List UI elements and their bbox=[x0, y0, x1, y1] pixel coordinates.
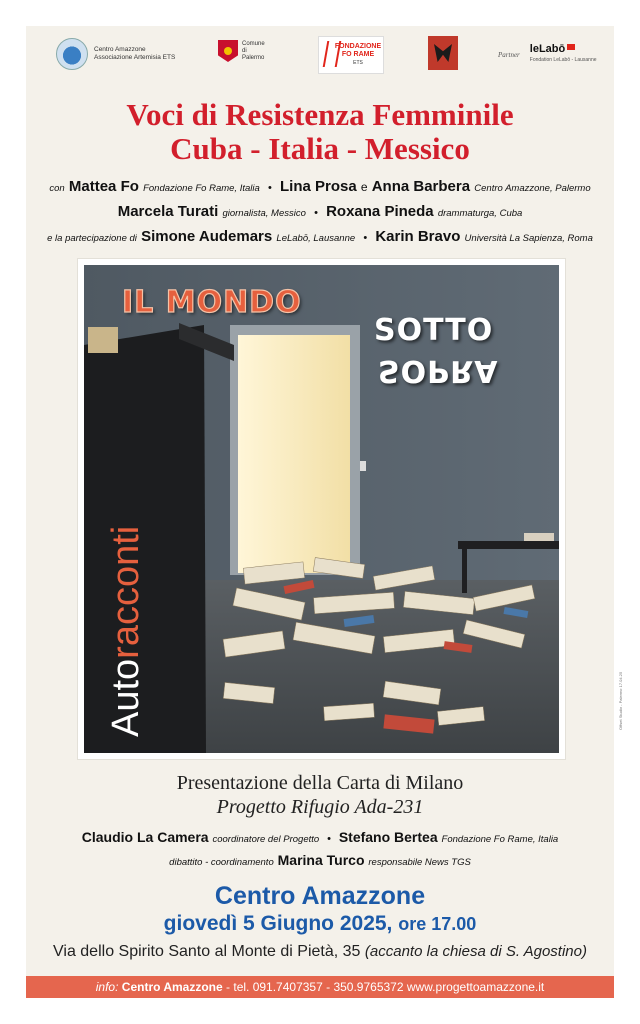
butterfly-icon bbox=[428, 36, 458, 70]
partner-label: Partner bbox=[498, 51, 520, 59]
amazzone-emblem-icon bbox=[56, 38, 88, 70]
info-contacts: - tel. 091.7407357 - 350.9765372 www.progettoamazzone.it bbox=[226, 980, 545, 994]
amazzone-name: Centro Amazzone bbox=[94, 46, 146, 53]
auto-word: Auto bbox=[105, 658, 147, 737]
credits-block bbox=[26, 175, 614, 250]
speaker-role: Università La Sapienza, Roma bbox=[464, 233, 593, 244]
logo-row bbox=[26, 34, 614, 80]
speaker-name: Roxana Pineda bbox=[326, 203, 434, 220]
amazzone-logo bbox=[56, 38, 175, 70]
forame-logo bbox=[318, 36, 384, 74]
racconti-word: racconti bbox=[105, 525, 147, 659]
speaker-role: drammaturga, Cuba bbox=[437, 208, 523, 219]
speaker-name: Karin Bravo bbox=[375, 228, 461, 245]
palermo-logo bbox=[218, 40, 265, 62]
photo-frame bbox=[77, 258, 566, 760]
speaker-name: Stefano Bertea bbox=[338, 829, 438, 845]
sotto-headline: SOTTO bbox=[374, 313, 494, 348]
amazzone-logo-text bbox=[94, 46, 175, 62]
title-line-1: Voci di Resistenza Femminile bbox=[126, 97, 514, 132]
event-time: ore 17.00 bbox=[398, 914, 477, 934]
event-date bbox=[26, 911, 614, 937]
credits-con: con bbox=[49, 183, 65, 194]
speaker-role: Fondazione Fo Rame, Italia bbox=[143, 183, 260, 194]
info-org: Centro Amazzone bbox=[121, 980, 223, 994]
speaker-role: LeLabō, Lausanne bbox=[276, 233, 356, 244]
credits-and: e bbox=[360, 180, 368, 194]
stage-photo bbox=[84, 265, 559, 753]
palermo-line3: Palermo bbox=[242, 54, 265, 61]
venue-name: Centro Amazzone bbox=[214, 882, 426, 910]
project-name: Progetto Rifugio Ada-231 bbox=[216, 796, 424, 818]
event-date-text: giovedì 5 Giugno 2025, bbox=[163, 912, 393, 935]
il-mondo-headline: IL MONDO bbox=[122, 285, 302, 320]
info-bar bbox=[26, 976, 614, 998]
speaker-name: Marcela Turati bbox=[117, 203, 219, 220]
address-note: (accanto la chiesa di S. Agostino) bbox=[364, 943, 587, 960]
side-print-credit: Offset Studio - Palermo 17.04.25 bbox=[618, 671, 623, 730]
moderation-label: dibattito - coordinamento bbox=[169, 857, 274, 868]
speaker-role: Fondazione Fo Rame, Italia bbox=[441, 834, 559, 845]
lelabo-mark-icon bbox=[567, 44, 575, 50]
speaker-role: responsabile News TGS bbox=[368, 857, 471, 868]
speaker-name: Anna Barbera bbox=[371, 178, 471, 195]
lelabo-sub: Fondation LeLabō - Lausanne bbox=[529, 57, 597, 63]
address-text: Via dello Spirito Santo al Monte di Pietà, 35 bbox=[53, 943, 361, 960]
amazzone-assoc: Associazione Artemisia ETS bbox=[94, 54, 176, 61]
palermo-crest-icon bbox=[218, 40, 238, 62]
speaker-name: Simone Audemars bbox=[141, 228, 273, 245]
event-address bbox=[26, 941, 614, 963]
speaker-role: coordinatore del Progetto bbox=[212, 834, 320, 845]
forame-badge bbox=[318, 36, 384, 74]
forame-text bbox=[335, 43, 381, 67]
presentation-title: Presentazione della Carta di Milano bbox=[176, 772, 464, 794]
credits-line-3 bbox=[26, 225, 614, 250]
partner-logo bbox=[498, 44, 597, 66]
credits-line-1 bbox=[26, 175, 614, 200]
speaker-name: Claudio La Camera bbox=[81, 829, 209, 845]
separator-dot: • bbox=[363, 232, 368, 244]
speaker-role: giornalista, Messico bbox=[222, 208, 306, 219]
barravento-logo bbox=[428, 36, 458, 70]
palermo-line2: di bbox=[242, 47, 247, 54]
palermo-logo-text bbox=[242, 41, 265, 62]
title-line-2: Cuba - Italia - Messico bbox=[170, 131, 470, 166]
speaker-name: Lina Prosa bbox=[279, 178, 357, 195]
info-label: info: bbox=[95, 980, 119, 994]
credits-line-2 bbox=[26, 200, 614, 225]
credits-partecipazione: e la partecipazione di bbox=[47, 233, 137, 244]
forame-line1: FONDAZIONE bbox=[334, 43, 382, 50]
forame-line3: ETS bbox=[353, 60, 363, 66]
forame-line2: FO RAME bbox=[341, 51, 375, 58]
lelabo-logo bbox=[530, 44, 597, 66]
separator-dot: • bbox=[267, 182, 272, 194]
palermo-line1: Comune bbox=[242, 40, 265, 47]
separator-dot: • bbox=[314, 207, 318, 219]
lelabo-name: leLabō bbox=[529, 43, 566, 55]
poster bbox=[26, 26, 614, 998]
speaker-name: Marina Turco bbox=[277, 852, 365, 868]
people-line-2 bbox=[26, 848, 614, 875]
autoracconti-vertical bbox=[106, 526, 146, 737]
speaker-role: Centro Amazzone, Palermo bbox=[474, 183, 591, 194]
separator-dot: • bbox=[327, 833, 331, 845]
speaker-name: Mattea Fo bbox=[68, 178, 139, 195]
sopra-headline-upside-down: SOPRA bbox=[378, 353, 499, 388]
